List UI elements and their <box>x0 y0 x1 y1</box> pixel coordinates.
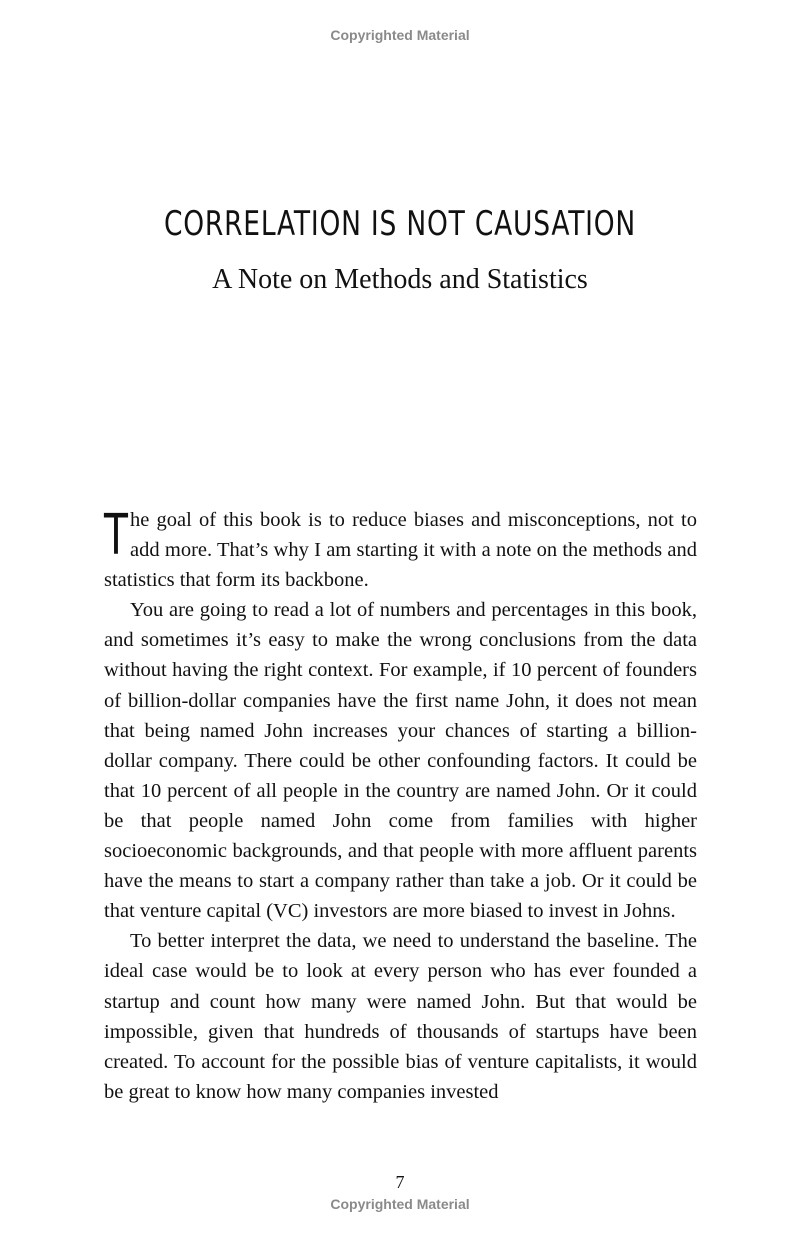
paragraph: To better interpret the data, we need to understand the baseline. The ideal case would be to look at every person who has ever founded a startup and count how many were named John. But that would be impossible, given that hundreds of thousands of startups have been created. To account for the possible bias of venture capitalists, it would be great to know how many companies invested <box>104 930 697 1103</box>
paragraph <box>104 505 697 595</box>
page-number: 7 <box>395 1172 405 1192</box>
drop-cap: T <box>104 503 128 568</box>
body-text <box>104 505 697 1107</box>
copyright-watermark-bottom: Copyrighted Material <box>330 1196 470 1212</box>
paragraph-text: he goal of this book is to reduce biases and misconceptions, not to add more. That’s why I am starting it with a note on the methods and statistics that form its backbone. <box>104 509 697 592</box>
chapter-title: CORRELATION IS NOT CAUSATION <box>163 204 637 244</box>
copyright-watermark-top: Copyrighted Material <box>330 27 470 43</box>
paragraph: You are going to read a lot of numbers and percentages in this book, and sometimes it’s easy to make the wrong conclusions from the data without having the right context. For example, if 10 percent of founders of billion-dollar companies have the first name John, it does not mean that being named John increases your chances of starting a billion-dollar company. There could be other confounding factors. It could be that 10 percent of all people in the country are named John. Or it could be that people named John come from families with higher socioeconomic backgrounds, and that people with more affluent parents have the means to start a company rather than take a job. Or it could be that venture capital (VC) investors are more biased to invest in Johns. <box>104 599 697 923</box>
chapter-subtitle: A Note on Methods and Statistics <box>212 264 588 295</box>
